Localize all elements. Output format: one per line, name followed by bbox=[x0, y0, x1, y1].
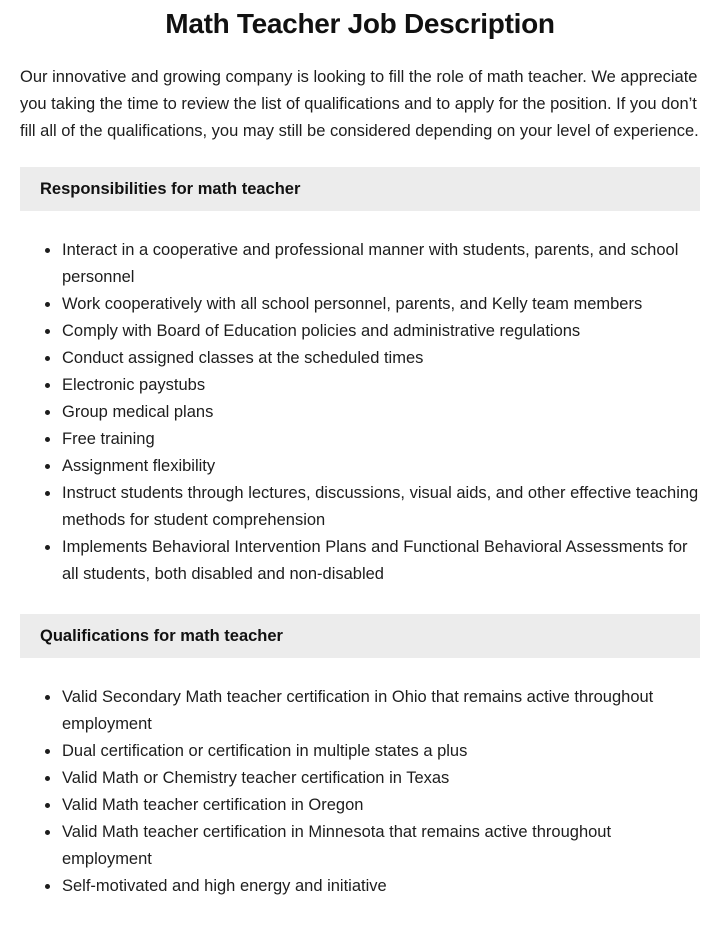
page-title: Math Teacher Job Description bbox=[165, 8, 555, 39]
list-item: Dual certification or certification in multiple states a plus bbox=[45, 738, 700, 765]
list-item: Group medical plans bbox=[45, 399, 700, 426]
list-item: Self-motivated and high energy and initiative bbox=[45, 873, 700, 900]
qualifications-heading: Qualifications for math teacher bbox=[40, 627, 283, 645]
responsibilities-heading: Responsibilities for math teacher bbox=[40, 180, 301, 198]
qualifications-section bbox=[20, 614, 700, 900]
qualifications-list bbox=[20, 678, 700, 900]
list-item: Conduct assigned classes at the scheduled times bbox=[45, 345, 700, 372]
list-item: Implements Behavioral Intervention Plans and Functional Behavioral Assessments for all students, both disabled and non-disabled bbox=[45, 534, 700, 588]
list-item: Interact in a cooperative and professional manner with students, parents, and school personnel bbox=[45, 237, 700, 291]
intro-paragraph: Our innovative and growing company is looking to fill the role of math teacher. We appreciate you taking the time to review the list of qualifications and to apply for the position. If you don’t fill all of the qualifications, you may still be considered depending on your level of experience. bbox=[20, 68, 699, 140]
list-item: Comply with Board of Education policies and administrative regulations bbox=[45, 318, 700, 345]
responsibilities-section bbox=[20, 167, 700, 588]
qualifications-section-header bbox=[20, 614, 700, 658]
responsibilities-list bbox=[20, 231, 700, 588]
list-item: Valid Math teacher certification in Minnesota that remains active throughout employment bbox=[45, 819, 700, 873]
list-item: Instruct students through lectures, discussions, visual aids, and other effective teaching methods for student comprehension bbox=[45, 480, 700, 534]
list-item: Electronic paystubs bbox=[45, 372, 700, 399]
responsibilities-section-header bbox=[20, 167, 700, 211]
list-item: Valid Math or Chemistry teacher certification in Texas bbox=[45, 765, 700, 792]
list-item: Free training bbox=[45, 426, 700, 453]
list-item: Valid Math teacher certification in Oregon bbox=[45, 792, 700, 819]
list-item: Assignment flexibility bbox=[45, 453, 700, 480]
list-item: Work cooperatively with all school personnel, parents, and Kelly team members bbox=[45, 291, 700, 318]
list-item: Valid Secondary Math teacher certification in Ohio that remains active throughout employment bbox=[45, 684, 700, 738]
